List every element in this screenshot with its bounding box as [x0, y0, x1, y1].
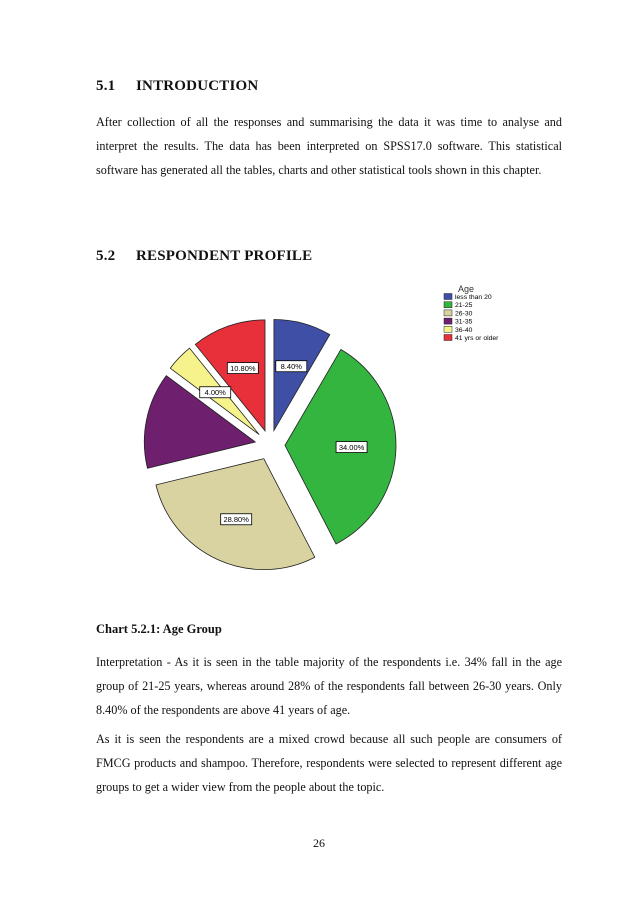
pie-value-label	[227, 363, 258, 374]
svg-text:28.80%: 28.80%	[223, 514, 249, 524]
pie-value-label	[200, 387, 231, 398]
section-title: INTRODUCTION	[136, 78, 259, 94]
legend-title: Age	[458, 284, 475, 294]
legend-label: 21-25	[455, 302, 473, 310]
svg-text:10.80%: 10.80%	[230, 363, 256, 373]
age-group-pie-chart	[140, 280, 520, 580]
legend-swatch	[444, 326, 452, 332]
section-number: 5.2	[96, 248, 116, 264]
svg-text:4.00%: 4.00%	[204, 387, 226, 397]
legend-label: less than 20	[455, 294, 492, 301]
section-title: RESPONDENT PROFILE	[136, 248, 313, 264]
section-heading-respondent-profile	[96, 248, 312, 265]
legend-swatch	[444, 302, 452, 308]
intro-paragraph: After collection of all the responses and summarising the data it was time to analyse and interpret the results. The data has been interpreted on SPSS17.0 software. This statistical software has generated all the tables, charts and other statistical tools shown in this chapter.	[96, 115, 562, 177]
legend-item	[444, 326, 473, 334]
section-heading-introduction	[96, 78, 258, 95]
chart-legend	[444, 284, 499, 342]
section-number: 5.1	[96, 78, 116, 94]
svg-text:8.40%: 8.40%	[280, 361, 302, 371]
interpretation-paragraph: Interpretation - As it is seen in the table majority of the respondents i.e. 34% fall in the age group of 21-25 years, whereas around 28% of the respondents fall between 26-30 years. Only 8.40% of the respondents are above 41 years of age.	[96, 655, 562, 717]
legend-item	[444, 310, 473, 318]
legend-label: 41 yrs or older	[455, 335, 499, 342]
chart-caption: Chart 5.2.1: Age Group	[96, 622, 222, 636]
legend-item	[444, 335, 499, 343]
legend-item	[444, 318, 473, 326]
legend-label: 31-35	[455, 318, 473, 326]
closing-paragraph: As it is seen the respondents are a mixed crowd because all such people are consumers of FMCG products and shampoo. Therefore, respondents were selected to represent different age groups to get a wider view from the people about the topic.	[96, 732, 562, 794]
svg-text:34.00%: 34.00%	[338, 442, 365, 452]
legend-label: 36-40	[455, 326, 473, 334]
legend-item	[444, 302, 473, 310]
pie-value-label	[336, 442, 367, 453]
legend-swatch	[444, 335, 452, 341]
legend-swatch	[444, 318, 452, 324]
legend-swatch	[444, 294, 452, 300]
legend-label: 26-30	[455, 310, 473, 318]
pie-value-label	[221, 514, 252, 525]
legend-swatch	[444, 310, 452, 316]
page-number: 26	[313, 836, 325, 850]
pie-value-label	[276, 361, 307, 372]
legend-item	[444, 294, 492, 302]
